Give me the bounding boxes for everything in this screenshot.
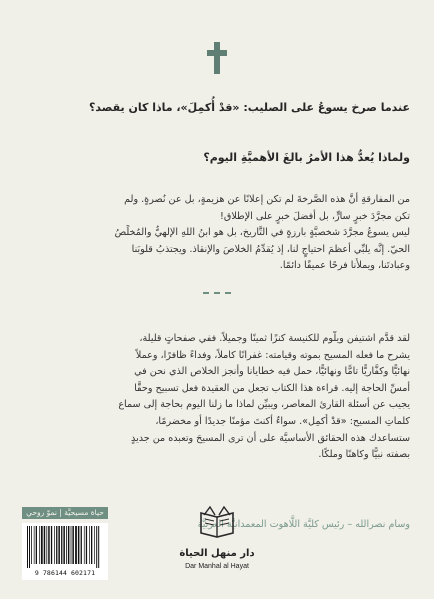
text-line: يجيب عن أسئلة القارئ المعاصر، ويبيِّن لماذا ما زلنا اليوم بحاجة إلى سماع [118, 399, 410, 411]
category-tag: حياة مسيحيَّة | نموّ روحي [22, 507, 108, 519]
question-heading: عندما صرخ يسوعُ على الصليب: «قدْ أُكمِلَ»، ماذا كان يقصد؟ [89, 101, 410, 114]
barcode-bar [89, 526, 90, 564]
barcode-bar [51, 526, 52, 564]
barcode-bar [63, 526, 65, 564]
barcode-bar [48, 526, 50, 564]
text-line: نهائيًّا وكفَّاريًّا تامًّا ونهائيًّا، حمل فيه خطايانا وأنجز الخلاص الذي نحن في [134, 366, 410, 378]
barcode-bar [75, 526, 77, 564]
text-line: أمسِّ الحاجة إليه. قراءة هذا الكتاب تجعل من العقيدة فعل تسبيح وحقًّا [134, 382, 410, 394]
text-line: ستساعدك هذه الحقائق الأساسيَّة على أن ترى المسيحَ وتعبده من جديدٍ [131, 432, 410, 444]
isbn-barcode [22, 523, 108, 580]
text-line: يشرح ما فعله المسيح بموته وقيامته: غفرانًا كاملاً، وفداءً ظافرًا، وعملاً [135, 349, 410, 361]
cross-icon [207, 42, 227, 74]
barcode-bar [31, 526, 32, 564]
text-line: من المفارقةِ أنَّ هذه الصَّرخةَ لم تكن إعلانًا عن هزيمةٍ، بل عن نُصرةٍ. ولم [124, 194, 410, 205]
endorsement-author: وسام نصرالله – رئيس كليَّة اللَّاهوت المعمدانيَّة العربيَّة [197, 519, 410, 530]
text-line: لقد قدَّم اشتيفن ويلُّوم للكنيسة كنزًا ثمينًا وجميلاً. ففي صفحاتٍ قليلة، [139, 333, 410, 344]
text-line: تكن مجرَّدَ خبرٍ سارٍّ، بل أفضلَ خبرٍ على الإطلاق! [220, 210, 410, 222]
barcode-number: 9 786144 602171 [34, 569, 96, 577]
barcode-bar [27, 526, 28, 568]
text-line: كلماتِ المسيح: «قدْ أُكمِل». سواءٌ أكنتَ مؤمنًا جديدًا أو مخضرمًا، [155, 415, 410, 427]
publisher-name-arabic: دار منهل الحياة [179, 548, 255, 559]
barcode-bar [71, 526, 72, 564]
barcode-bar [56, 526, 57, 564]
barcode-bar [39, 526, 40, 564]
barcode-bar [54, 526, 55, 564]
barcode-bar [78, 526, 80, 564]
text-line: الحيّ. إنَّه يلبِّي أعظمَ احتياجٍ لنا، إذ يُقدِّمُ الخلاصَ والإنقاذ. ويجتذبُ قلوبَنا [131, 243, 410, 255]
barcode-bar [66, 526, 67, 564]
endorsement-paragraph [22, 331, 410, 464]
barcode-bar [68, 526, 70, 564]
barcode-bar [81, 526, 82, 564]
text-line: بصفته نبيًّا وكاهنًا وملكًا. [318, 449, 410, 461]
section-divider [203, 292, 231, 296]
barcode-bar [86, 526, 87, 564]
barcode-bar [34, 526, 35, 564]
barcode-bar [61, 526, 62, 564]
barcode-bar [84, 526, 85, 564]
barcode-bar [94, 526, 95, 564]
barcode-bar [98, 526, 99, 568]
publisher-name-english: Dar Manhal al Hayat [185, 563, 249, 570]
barcode-bar [72, 526, 74, 564]
barcode-bar [29, 526, 30, 568]
barcode-bar [44, 526, 46, 564]
barcode-bar [91, 526, 92, 564]
text-line: ليس يسوعُ مجرَّدَ شخصيَّةٍ بارزةٍ في التَّاريخ، بل هو ابنُ اللهِ الإلهيُّ والمُخلِّصُ [114, 227, 410, 239]
text-line: وعبادتَنا، ويملأُنا فرحًا عميقًا دائمًا. [279, 260, 410, 272]
barcode-bar [58, 526, 60, 564]
book-logo-icon [195, 503, 239, 541]
barcode-bar [41, 526, 43, 564]
barcode-icon [25, 526, 105, 568]
intro-paragraph [22, 192, 410, 275]
barcode-bar [96, 526, 97, 568]
question-heading: ولماذا يُعدُّ هذا الأمرُ بالغَ الأهميَّةِ اليوم؟ [203, 151, 410, 164]
barcode-bar [46, 526, 47, 564]
barcode-bar [36, 526, 37, 564]
